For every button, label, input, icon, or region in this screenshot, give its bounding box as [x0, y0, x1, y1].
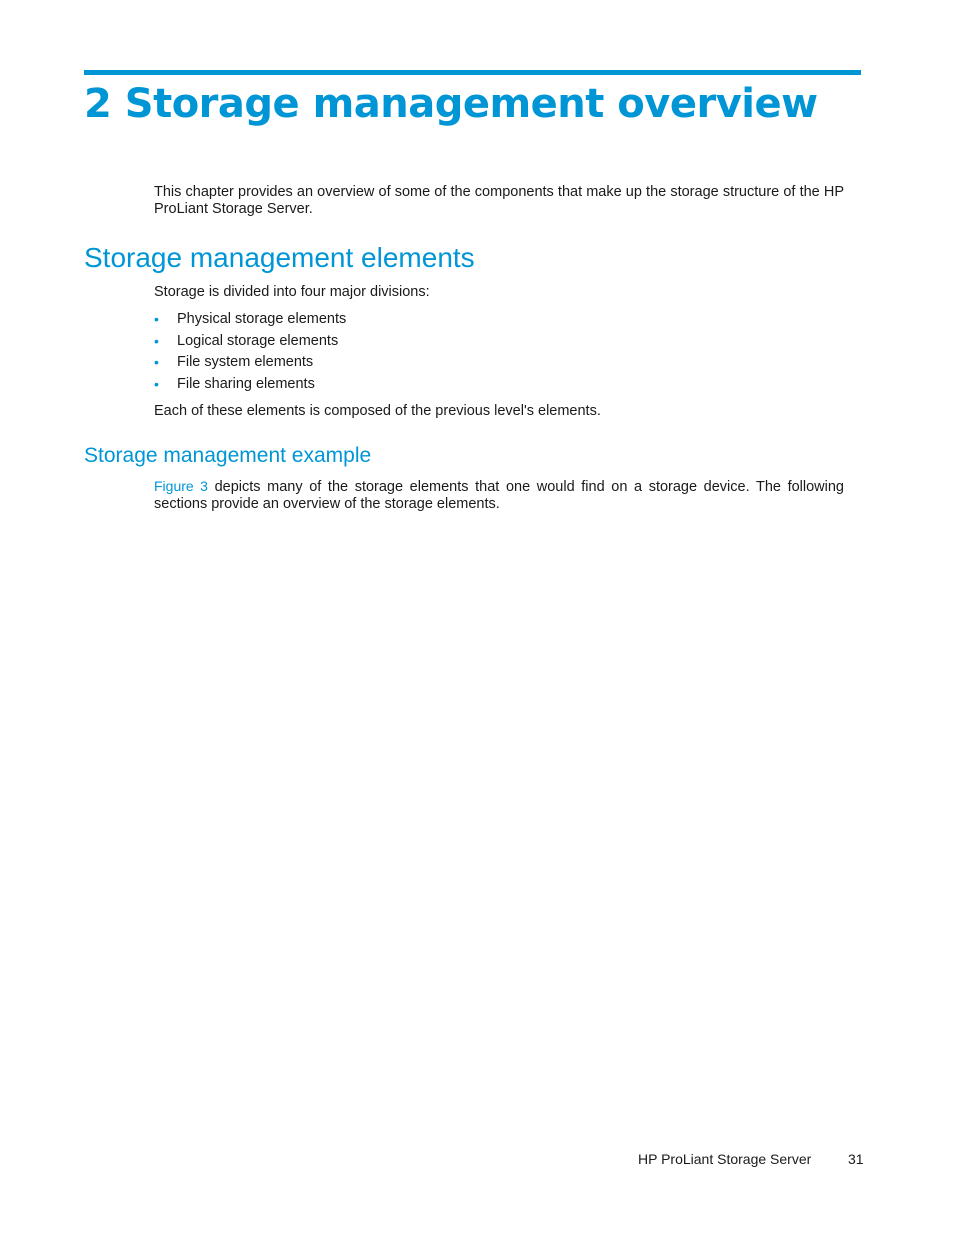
chapter-title: 2 Storage management overview [84, 81, 818, 127]
chapter-intro: This chapter provides an overview of some of the components that make up the storage structure of the HP ProLiant Storage Server. [154, 184, 844, 217]
page-number: 31 [848, 1151, 864, 1167]
list-item [154, 331, 346, 353]
bullet-icon: • [154, 311, 159, 327]
divisions-list [154, 309, 346, 396]
figure-3-link[interactable]: Figure 3 [154, 478, 208, 494]
list-item [154, 352, 346, 374]
elements-closing: Each of these elements is composed of the previous level's elements. [154, 403, 601, 419]
section-heading-example: Storage management example [84, 444, 372, 467]
example-text: depicts many of the storage elements that one would find on a storage device. The following sections provide an overview of the storage elements. [154, 479, 845, 512]
divisions-intro: Storage is divided into four major divisions: [154, 284, 430, 300]
section-heading-elements: Storage management elements [84, 242, 475, 273]
bullet-icon: • [154, 332, 159, 349]
list-item [154, 309, 346, 331]
footer-title: HP ProLiant Storage Server [638, 1151, 812, 1167]
list-item-label: File sharing elements [177, 376, 315, 393]
chapter-top-rule [84, 70, 861, 75]
list-item-label: Physical storage elements [177, 311, 347, 327]
list-item-label: File system elements [177, 354, 314, 371]
bullet-icon: • [154, 354, 159, 371]
list-item-label: Logical storage elements [177, 332, 339, 349]
bullet-icon: • [154, 376, 159, 393]
example-paragraph [154, 478, 844, 513]
list-item [154, 374, 346, 396]
